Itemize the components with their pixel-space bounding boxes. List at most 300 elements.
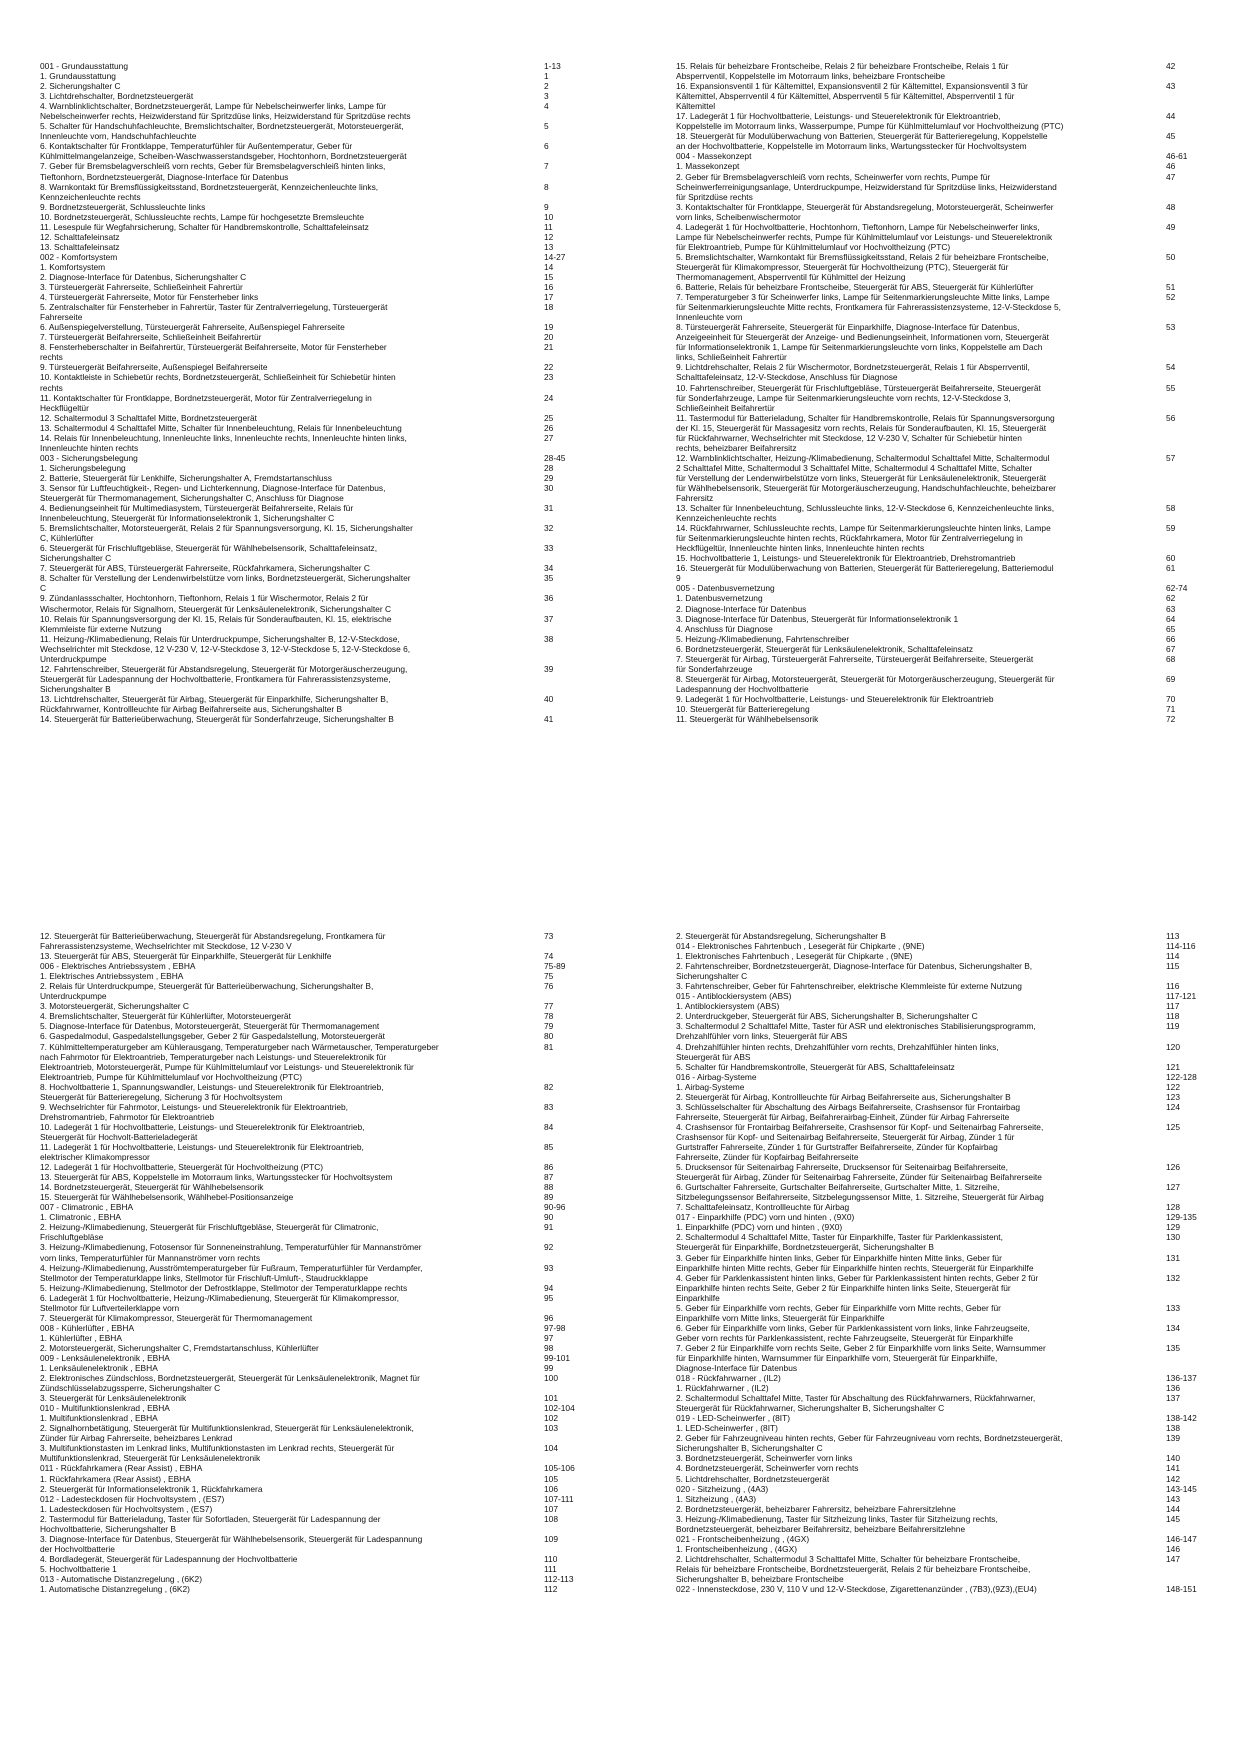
toc-entry[interactable] bbox=[676, 961, 1216, 981]
toc-entry[interactable] bbox=[676, 1222, 1216, 1232]
toc-entry-page: 144 bbox=[1166, 1503, 1180, 1514]
toc-entry-title: 6. Gaspedalmodul, Gaspedalstellungsgeber, Geber 2 für Gaspedalstellung, Motorsteuergerät bbox=[40, 1031, 385, 1042]
toc-entry[interactable] bbox=[40, 101, 614, 121]
toc-entry[interactable] bbox=[676, 951, 1216, 961]
toc-entry[interactable] bbox=[40, 543, 614, 563]
toc-entry-page: 146 bbox=[1166, 1543, 1180, 1554]
toc-entry[interactable] bbox=[676, 1303, 1216, 1323]
toc-entry[interactable] bbox=[676, 453, 1216, 503]
toc-entry-page: 33 bbox=[544, 543, 554, 554]
toc-entry-page: 61 bbox=[1166, 563, 1176, 574]
toc-entry[interactable] bbox=[676, 553, 1216, 563]
toc-entry-page: 71 bbox=[1166, 704, 1176, 714]
toc-entry-page: 2 bbox=[544, 81, 549, 92]
toc-entry-page: 7 bbox=[544, 161, 549, 172]
toc-entry-title: 5. Diagnose-Interface für Datenbus, Motorsteuergerät, Steuergerät für Thermomanagement bbox=[40, 1021, 380, 1032]
toc-entry[interactable] bbox=[676, 1554, 1216, 1584]
toc-entry-title: 7. Kühlmitteltemperaturgeber am Kühlerausgang, Temperaturgeber nach Wärmetauscher, Temperaturgeber nach Fahrmotor für Elektroantrieb, Temperaturgeber nach Leistungs- und Steuerelektronik für Elektroantrieb, Motorsteuergerät, Pumpe für Kühlmittelumlauf vor Leistungs- und Steuerelektronik für Elektroantrieb, Pumpe für Kühlmittelumlauf vor Hochvoltheizung (PTC) bbox=[40, 1041, 439, 1082]
toc-entry-page: 68 bbox=[1166, 653, 1176, 664]
toc-entry[interactable] bbox=[40, 1403, 614, 1413]
toc-entry-title: 8. Warnkontakt für Bremsflüssigkeitsstand, Bordnetzsteuergerät, Kennzeichenleuchte links, Kennzeichenleuchte rechts bbox=[40, 181, 379, 202]
toc-entry-page: 50 bbox=[1166, 251, 1176, 262]
toc-entry-page: 76 bbox=[544, 981, 554, 992]
toc-entry-title: 2. Motorsteuergerät, Sicherungshalter C, Fremdstartanschluss, Kühlerlüfter bbox=[40, 1342, 319, 1353]
toc-entry[interactable] bbox=[40, 252, 614, 262]
toc-entry[interactable] bbox=[40, 332, 614, 342]
toc-entry[interactable] bbox=[40, 272, 614, 282]
toc-entry[interactable] bbox=[676, 583, 1216, 593]
toc-entry-title: 3. Kontaktschalter für Frontklappe, Steuergerät für Abstandsregelung, Motorsteuergerät, Scheinwerfer vorn links, Scheibenwischermotor bbox=[676, 201, 1054, 222]
toc-entry-title: 2. Relais für Unterdruckpumpe, Steuergerät für Batterieüberwachung, Sicherungshalter B, Unterdruckpumpe bbox=[40, 981, 374, 1002]
toc-entry-title: 6. Geber für Einparkhilfe vorn links, Geber für Parklenkassistent vorn links, linke Fahrzeugseite, Geber vorn rechts für Parklenkassistent, rechte Fahrzeugseite, Steuergerät für Einparkhilfe bbox=[676, 1322, 1030, 1343]
toc-entry-page: 130 bbox=[1166, 1232, 1180, 1243]
toc-entry[interactable] bbox=[40, 1172, 614, 1182]
toc-entry-page: 114 bbox=[1166, 951, 1180, 962]
toc-entry[interactable] bbox=[40, 91, 614, 101]
toc-entry[interactable] bbox=[676, 1212, 1216, 1222]
toc-entry[interactable] bbox=[40, 634, 614, 664]
toc-entry-page: 82 bbox=[544, 1081, 554, 1092]
toc-entry-title: 8. Türsteuergerät Fahrerseite, Steuergerät für Einparkhilfe, Diagnose-Interface für Datenbus, Anzeigeeinheit für Steuergerät der Anzeige- und Bedienungseinheit, Informationen vorn, Steuergerät für Informationselektronik 1, Lampe für Seitenmarkierungsleuchte vorn links, Koppelstelle am Dach links, Schließeinheit Fahrertür bbox=[676, 322, 1049, 363]
toc-entry[interactable] bbox=[676, 1042, 1216, 1062]
toc-entry[interactable] bbox=[40, 212, 614, 222]
toc-entry[interactable] bbox=[40, 1192, 614, 1202]
toc-entry-title: 1. Automatische Distanzregelung , (6K2) bbox=[40, 1584, 190, 1595]
toc-entry[interactable] bbox=[40, 573, 614, 593]
toc-entry-page: 147 bbox=[1166, 1553, 1180, 1564]
toc-entry[interactable] bbox=[40, 1363, 614, 1373]
toc-entry[interactable] bbox=[40, 931, 614, 951]
toc-entry[interactable] bbox=[40, 1021, 614, 1031]
toc-entry[interactable] bbox=[40, 463, 614, 473]
toc-entry-title: 9. Lichtdrehschalter, Relais 2 für Wischermotor, Bordnetzsteuergerät, Relais 1 für Absperrventil, Schalttafeleinsatz, 12-V-Steckdose, Anschluss für Diagnose bbox=[676, 362, 1030, 383]
toc-entry-page: 56 bbox=[1166, 412, 1176, 423]
toc-entry[interactable] bbox=[40, 362, 614, 372]
toc-entry[interactable] bbox=[676, 1343, 1216, 1373]
toc-entry[interactable] bbox=[40, 1474, 614, 1484]
toc-entry-title: 2. Fahrtenschreiber, Bordnetzsteuergerät, Diagnose-Interface für Datenbus, Sicherungshalter B, Sicherungshalter C bbox=[676, 961, 1033, 982]
toc-entry[interactable] bbox=[676, 131, 1216, 151]
toc-entry-title: 4. Warnblinklichtschalter, Bordnetzsteuergerät, Lampe für Nebelscheinwerfer links, Lampe für Nebelscheinwerfer rechts, Heizwiderstand für Spritzdüse links, Heizwiderstand für Spritzdüse rechts bbox=[40, 101, 411, 122]
toc-entry[interactable] bbox=[40, 971, 614, 981]
toc-entry[interactable] bbox=[676, 362, 1216, 382]
toc-entry-page: 48 bbox=[1166, 201, 1176, 212]
toc-entry[interactable] bbox=[676, 1383, 1216, 1393]
toc-entry[interactable] bbox=[676, 172, 1216, 202]
toc-entry[interactable] bbox=[676, 634, 1216, 644]
toc-entry-page: 14-27 bbox=[544, 251, 566, 262]
toc-entry[interactable] bbox=[40, 1423, 614, 1443]
toc-entry[interactable] bbox=[40, 1504, 614, 1514]
toc-entry[interactable] bbox=[676, 1484, 1216, 1494]
toc-entry-page: 13 bbox=[544, 241, 554, 252]
toc-entry-title: 5. Schalter für Handschuhfachleuchte, Bremslichtschalter, Bordnetzsteuergerät, Motorsteuergerät, Innenleuchte vorn, Handschuhfachleuchte bbox=[40, 121, 404, 142]
toc-entry[interactable] bbox=[40, 1373, 614, 1393]
toc-entry[interactable] bbox=[40, 1162, 614, 1172]
toc-entry-title: 11. Tastermodul für Batterieladung, Schalter für Handbremskontrolle, Relais für Spannungsversorgung der Kl. 15, Steuergerät für Massagesitz vorn rechts, Relais für Sonderaufbauten, Kl. 15, Steuergerät für Rückfahrwarner, Wechselrichter mit Steckdose, 12 V-230 V, Schalter für Schiebetür hinten rechts, beheizbarer Beifahrersitz bbox=[676, 412, 1055, 453]
toc-entry[interactable] bbox=[676, 523, 1216, 553]
toc-entry[interactable] bbox=[676, 644, 1216, 654]
toc-entry-page: 100 bbox=[544, 1373, 558, 1384]
toc-entry[interactable] bbox=[40, 1082, 614, 1102]
toc-entry-title: 3. Fahrtenschreiber, Geber für Fahrtenschreiber, elektrische Klemmleiste für externe Nutzung bbox=[676, 981, 1022, 992]
toc-entry-title: 3. Lichtdrehschalter, Bordnetzsteuergerät bbox=[40, 91, 194, 102]
toc-entry-page: 53 bbox=[1166, 322, 1176, 333]
toc-entry-page: 19 bbox=[544, 322, 554, 333]
toc-entry[interactable] bbox=[40, 503, 614, 523]
toc-entry[interactable] bbox=[40, 81, 614, 91]
toc-entry-page: 24 bbox=[544, 392, 554, 403]
toc-entry-page: 28-45 bbox=[544, 452, 566, 463]
toc-entry-page: 34 bbox=[544, 563, 554, 574]
toc-entry[interactable] bbox=[676, 1072, 1216, 1082]
toc-entry-title: 2. Geber für Bremsbelagverschleiß vorn rechts, Scheinwerfer vorn rechts, Pumpe für Scheinwerferreinigungsanlage, Unterdruckpumpe, Heizwiderstand für Spritzdüse links, Heizwiderstand für Spritzdüse rechts bbox=[676, 171, 1057, 202]
toc-entry[interactable] bbox=[676, 1082, 1216, 1092]
toc-entry-title: 015 - Antiblockiersystem (ABS) bbox=[676, 991, 792, 1002]
toc-entry-title: 2. Bordnetzsteuergerät, beheizbarer Fahrersitz, beheizbare Fahrersitzlehne bbox=[676, 1503, 956, 1514]
toc-entry[interactable] bbox=[676, 1393, 1216, 1413]
toc-entry[interactable] bbox=[676, 1534, 1216, 1544]
toc-entry[interactable] bbox=[676, 593, 1216, 603]
toc-entry[interactable] bbox=[40, 523, 614, 543]
toc-entry-title: 10. Relais für Spannungsversorgung der Kl. 15, Relais für Sonderaufbauten, Kl. 15, elektrische Klemmleiste für externe Nutzung bbox=[40, 613, 392, 634]
toc-entry[interactable] bbox=[676, 292, 1216, 322]
toc-entry[interactable] bbox=[40, 1554, 614, 1564]
toc-entry-page: 126 bbox=[1166, 1162, 1180, 1173]
toc-entry[interactable] bbox=[40, 563, 614, 573]
toc-entry[interactable] bbox=[40, 322, 614, 332]
toc-entry[interactable] bbox=[676, 61, 1216, 81]
toc-entry[interactable] bbox=[40, 242, 614, 252]
toc-entry[interactable] bbox=[40, 1222, 614, 1242]
toc-entry-title: 10. Ladegerät 1 für Hochvoltbatterie, Leistungs- und Steuerelektronik für Elektroantrieb, Steuergerät für Hochvolt-Batterieladegerät bbox=[40, 1121, 365, 1142]
toc-entry[interactable] bbox=[40, 1534, 614, 1554]
toc-entry[interactable] bbox=[40, 614, 614, 634]
toc-entry-title: 1. Rückfahrkamera (Rear Assist) , EBHA bbox=[40, 1473, 191, 1484]
toc-entry[interactable] bbox=[40, 71, 614, 81]
toc-entry-title: 1. Frontscheibenheizung , (4GX) bbox=[676, 1543, 798, 1554]
toc-entry-page: 62 bbox=[1166, 593, 1176, 604]
toc-entry[interactable] bbox=[40, 961, 614, 971]
toc-entry[interactable] bbox=[676, 674, 1216, 694]
toc-entry[interactable] bbox=[676, 931, 1216, 941]
toc-entry[interactable] bbox=[40, 222, 614, 232]
toc-entry[interactable] bbox=[40, 342, 614, 362]
toc-entry-page: 35 bbox=[544, 573, 554, 584]
toc-entry[interactable] bbox=[40, 981, 614, 1001]
toc-entry[interactable] bbox=[676, 503, 1216, 523]
toc-entry-title: 5. Drucksensor für Seitenairbag Fahrerseite, Drucksensor für Seitenairbag Beifahrerseite, Steuergerät für Airbag, Zünder für Seitenairbag Fahrerseite, Zünder für Seitenairbag Beifahrerseite bbox=[676, 1162, 1042, 1183]
toc-entry[interactable] bbox=[676, 1102, 1216, 1122]
toc-entry[interactable] bbox=[676, 111, 1216, 131]
toc-entry[interactable] bbox=[676, 1092, 1216, 1102]
toc-entry[interactable] bbox=[676, 202, 1216, 222]
toc-entry-page: 112-113 bbox=[544, 1574, 574, 1584]
toc-entry[interactable] bbox=[40, 951, 614, 961]
toc-entry[interactable] bbox=[40, 161, 614, 181]
toc-entry-page: 93 bbox=[544, 1262, 554, 1273]
toc-entry[interactable] bbox=[676, 1162, 1216, 1182]
toc-entry[interactable] bbox=[40, 262, 614, 272]
toc-entry-title: 3. Geber für Einparkhilfe hinten links, Geber für Einparkhilfe hinten Mitte links, Geber für Einparkhilfe hinten Mitte rechts, Geber für Einparkhilfe hinten rechts, Steuergerät für Einparkhilfe bbox=[676, 1252, 1034, 1273]
toc-entry-page: 109 bbox=[544, 1533, 558, 1544]
toc-entry-page: 1 bbox=[544, 71, 549, 82]
toc-entry-title: 3. Multifunktionstasten im Lenkrad links, Multifunktionstasten im Lenkrad rechts, Steuergerät für Multifunktionslenkrad, Steuergerät für Lenksäulenelektronik bbox=[40, 1443, 395, 1464]
toc-entry[interactable] bbox=[40, 1042, 614, 1082]
toc-entry[interactable] bbox=[676, 1001, 1216, 1011]
toc-entry-page: 102-104 bbox=[544, 1403, 575, 1414]
toc-entry[interactable] bbox=[40, 714, 614, 724]
toc-entry-title: 2. Diagnose-Interface für Datenbus, Sicherungshalter C bbox=[40, 271, 247, 282]
toc-entry[interactable] bbox=[40, 473, 614, 483]
toc-entry[interactable] bbox=[40, 393, 614, 413]
toc-entry-page: 51 bbox=[1166, 282, 1176, 293]
toc-entry[interactable] bbox=[676, 151, 1216, 161]
toc-entry[interactable] bbox=[676, 1544, 1216, 1554]
toc-entry-title: 010 - Multifunktionslenkrad , EBHA bbox=[40, 1403, 170, 1414]
toc-entry[interactable] bbox=[40, 1011, 614, 1021]
toc-entry[interactable] bbox=[676, 614, 1216, 624]
toc-entry[interactable] bbox=[40, 1333, 614, 1343]
toc-entry[interactable] bbox=[676, 1253, 1216, 1273]
toc-entry-page: 138-142 bbox=[1166, 1413, 1197, 1424]
toc-entry-page: 74 bbox=[544, 951, 554, 962]
toc-entry[interactable] bbox=[40, 1323, 614, 1333]
toc-entry-page: 46 bbox=[1166, 161, 1176, 172]
toc-entry[interactable] bbox=[40, 1313, 614, 1323]
toc-entry[interactable] bbox=[676, 563, 1216, 583]
toc-entry-title: 014 - Elektronisches Fahrtenbuch , Lesegerät für Chipkarte , (9NE) bbox=[676, 941, 925, 952]
toc-entry[interactable] bbox=[676, 1433, 1216, 1453]
toc-entry[interactable] bbox=[40, 1293, 614, 1313]
toc-entry-title: 11. Steuergerät für Wählhebelsensorik bbox=[676, 714, 819, 725]
toc-entry-title: 10. Steuergerät für Batterieregelung bbox=[676, 704, 810, 714]
toc-entry[interactable] bbox=[676, 1504, 1216, 1514]
toc-entry[interactable] bbox=[40, 1463, 614, 1473]
toc-entry-page: 80 bbox=[544, 1031, 554, 1042]
toc-entry[interactable] bbox=[676, 413, 1216, 453]
toc-entry[interactable] bbox=[676, 604, 1216, 614]
toc-entry-title: 16. Expansionsventil 1 für Kältemittel, Expansionsventil 2 für Kältemittel, Expansionsventil 3 für Kältemittel, Absperrventil 4 für Kältemittel, Absperrventil 5 für Kältemittel, Absperrventil 1 für Kältemittel bbox=[676, 81, 1028, 112]
toc-entry-page: 72 bbox=[1166, 714, 1176, 725]
toc-entry-title: 2. Schaltermodul Schalttafel Mitte, Taster für Abschaltung des Rückfahrwarners, Rückfahrwarner, Steuergerät für Rückfahrwarner, Sicherungshalter B, Sicherungshalter C bbox=[676, 1393, 1036, 1414]
toc-entry[interactable] bbox=[40, 1212, 614, 1222]
toc-entry[interactable] bbox=[676, 654, 1216, 674]
toc-entry[interactable] bbox=[40, 141, 614, 161]
toc-entry-page: 83 bbox=[544, 1101, 554, 1112]
toc-entry[interactable] bbox=[40, 1494, 614, 1504]
toc-entry-title: 9. Wechselrichter für Fahrmotor, Leistungs- und Steuerelektronik für Elektroantrieb, Drehstromantrieb, Fahrmotor für Elektroantrieb bbox=[40, 1101, 349, 1122]
toc-entry-title: 022 - Innensteckdose, 230 V, 110 V und 12-V-Steckdose, Zigarettenanzünder , (7B3),(9Z3),(EU4) bbox=[676, 1584, 1037, 1595]
toc-entry-page: 129 bbox=[1166, 1222, 1180, 1233]
toc-entry-page: 84 bbox=[544, 1121, 554, 1132]
toc-entry-title: 5. Lichtdrehschalter, Bordnetzsteuergerät bbox=[676, 1473, 830, 1484]
toc-entry-page: 145 bbox=[1166, 1513, 1180, 1524]
toc-entry[interactable] bbox=[40, 121, 614, 141]
toc-entry[interactable] bbox=[676, 991, 1216, 1001]
toc-entry-page: 124 bbox=[1166, 1101, 1180, 1112]
toc-entry-page: 139 bbox=[1166, 1433, 1180, 1444]
toc-entry-title: 5. Heizung-/Klimabedienung, Fahrtenschreiber bbox=[676, 633, 850, 644]
toc-entry-page: 120 bbox=[1166, 1041, 1180, 1052]
toc-entry[interactable] bbox=[40, 372, 614, 392]
toc-entry-page: 136 bbox=[1166, 1383, 1180, 1394]
toc-entry-page: 103 bbox=[544, 1423, 558, 1434]
toc-entry[interactable] bbox=[40, 1122, 614, 1142]
toc-entry[interactable] bbox=[40, 182, 614, 202]
toc-entry-page: 44 bbox=[1166, 111, 1176, 122]
toc-entry[interactable] bbox=[40, 302, 614, 322]
toc-entry[interactable] bbox=[676, 161, 1216, 171]
toc-entry[interactable] bbox=[676, 222, 1216, 252]
toc-entry[interactable] bbox=[40, 1202, 614, 1212]
toc-entry-page: 79 bbox=[544, 1021, 554, 1032]
toc-entry[interactable] bbox=[676, 1463, 1216, 1473]
toc-entry-title: 021 - Frontscheibenheizung , (4GX) bbox=[676, 1533, 810, 1544]
toc-entry[interactable] bbox=[676, 624, 1216, 634]
toc-entry[interactable] bbox=[40, 694, 614, 714]
toc-entry-title: 14. Steuergerät für Batterieüberwachung, Steuergerät für Sonderfahrzeuge, Sicherungshalter B bbox=[40, 714, 394, 725]
toc-entry-page: 86 bbox=[544, 1162, 554, 1173]
toc-entry[interactable] bbox=[676, 1323, 1216, 1343]
toc-entry[interactable] bbox=[40, 664, 614, 694]
toc-entry-page: 30 bbox=[544, 482, 554, 493]
toc-entry[interactable] bbox=[40, 413, 614, 423]
toc-entry[interactable] bbox=[676, 1202, 1216, 1212]
toc-entry-page: 108 bbox=[544, 1513, 558, 1524]
toc-entry[interactable] bbox=[40, 433, 614, 453]
toc-column-top-right bbox=[676, 61, 1216, 724]
toc-entry-page: 1-13 bbox=[544, 61, 561, 71]
toc-entry[interactable] bbox=[40, 1393, 614, 1403]
toc-entry[interactable] bbox=[676, 941, 1216, 951]
toc-entry[interactable] bbox=[676, 1413, 1216, 1423]
toc-entry-page: 29 bbox=[544, 472, 554, 483]
toc-entry-title: 1. Lenksäulenelektronik , EBHA bbox=[40, 1363, 158, 1374]
toc-entry[interactable] bbox=[676, 282, 1216, 292]
toc-entry[interactable] bbox=[676, 1373, 1216, 1383]
toc-entry[interactable] bbox=[40, 1484, 614, 1494]
toc-entry-title: 9. Ladegerät 1 für Hochvoltbatterie, Leistungs- und Steuerelektronik für Elektroantrieb bbox=[676, 693, 994, 704]
toc-entry-page: 142 bbox=[1166, 1473, 1180, 1484]
toc-entry[interactable] bbox=[676, 714, 1216, 724]
toc-entry[interactable] bbox=[676, 1182, 1216, 1202]
toc-entry-page: 106 bbox=[544, 1483, 558, 1494]
toc-entry[interactable] bbox=[40, 1443, 614, 1463]
toc-entry[interactable] bbox=[676, 1232, 1216, 1252]
toc-entry[interactable] bbox=[40, 292, 614, 302]
toc-entry-title: 1. Climatronic , EBHA bbox=[40, 1212, 121, 1223]
toc-entry-page: 25 bbox=[544, 412, 554, 423]
toc-entry[interactable] bbox=[40, 423, 614, 433]
toc-entry[interactable] bbox=[40, 1343, 614, 1353]
toc-entry-title: 002 - Komfortsystem bbox=[40, 251, 118, 262]
toc-entry-title: 3. Bordnetzsteuergerät, Scheinwerfer vorn links bbox=[676, 1453, 853, 1464]
toc-entry[interactable] bbox=[676, 1423, 1216, 1433]
toc-entry[interactable] bbox=[40, 1102, 614, 1122]
toc-entry[interactable] bbox=[676, 1011, 1216, 1021]
toc-entry[interactable] bbox=[40, 1514, 614, 1534]
toc-entry-title: 7. Steuergerät für Klimakompressor, Steuergerät für Thermomanagement bbox=[40, 1312, 313, 1323]
toc-entry-page: 118 bbox=[1166, 1011, 1180, 1022]
toc-entry[interactable] bbox=[40, 1413, 614, 1423]
toc-entry[interactable] bbox=[676, 1021, 1216, 1041]
toc-entry-title: 2. Lichtdrehschalter, Schaltermodul 3 Schalttafel Mitte, Schalter für beheizbare Frontscheibe, Relais für beheizbare Frontscheibe, Bordnetzsteuergerät, Relais 2 für beheizbare Frontscheibe, Sicherungshalter B, beheizbare Frontscheibe bbox=[676, 1553, 1031, 1584]
toc-entry[interactable] bbox=[40, 232, 614, 242]
toc-entry[interactable] bbox=[676, 322, 1216, 362]
toc-entry[interactable] bbox=[676, 694, 1216, 704]
toc-entry-title: 12. Schaltermodul 3 Schalttafel Mitte, Bordnetzsteuergerät bbox=[40, 412, 257, 423]
toc-entry-page: 49 bbox=[1166, 221, 1176, 232]
toc-entry[interactable] bbox=[40, 1031, 614, 1041]
toc-entry[interactable] bbox=[676, 1494, 1216, 1504]
toc-entry[interactable] bbox=[40, 1283, 614, 1293]
page-top-left bbox=[0, 0, 620, 825]
toc-entry-title: 7. Geber 2 für Einparkhilfe vorn rechts Seite, Geber 2 für Einparkhilfe vorn links Seite, Warnsummer für Einparkhilfe hinten, Warnsummer für Einparkhilfe vorn, Steuergerät für Einparkhilfe, Diagnose-Interface für Datenbus bbox=[676, 1342, 1046, 1374]
toc-entry-page: 143 bbox=[1166, 1493, 1180, 1504]
toc-entry[interactable] bbox=[676, 252, 1216, 282]
toc-entry-page: 116 bbox=[1166, 981, 1180, 992]
toc-entry[interactable] bbox=[40, 61, 614, 71]
toc-entry[interactable] bbox=[676, 81, 1216, 111]
toc-entry[interactable] bbox=[676, 383, 1216, 413]
toc-entry[interactable] bbox=[40, 1242, 614, 1262]
toc-entry[interactable] bbox=[676, 1514, 1216, 1534]
toc-entry[interactable] bbox=[676, 981, 1216, 991]
toc-entry-title: 7. Türsteuergerät Beifahrerseite, Schließeinheit Beifahrertür bbox=[40, 332, 262, 343]
toc-entry-title: 12. Fahrtenschreiber, Steuergerät für Abstandsregelung, Steuergerät für Motorgeräuscherzeugung, Steuergerät für Ladespannung der Hochvoltbatterie, Frontkamera für Fahrerassistenzsysteme, Sicherungshalter B bbox=[40, 663, 408, 694]
toc-entry[interactable] bbox=[40, 1584, 614, 1594]
toc-entry[interactable] bbox=[40, 453, 614, 463]
toc-entry[interactable] bbox=[676, 704, 1216, 714]
toc-entry-title: 5. Schalter für Handbremskontrolle, Steuergerät für ABS, Schalttafeleinsatz bbox=[676, 1061, 955, 1072]
toc-entry-title: 011 - Rückfahrkamera (Rear Assist) , EBHA bbox=[40, 1463, 203, 1474]
toc-entry[interactable] bbox=[40, 202, 614, 212]
toc-entry[interactable] bbox=[40, 1564, 614, 1574]
page-top-right bbox=[620, 0, 1239, 825]
toc-entry-title: 5. Geber für Einparkhilfe vorn rechts, Geber für Einparkhilfe vorn Mitte rechts, Geber für Einparkhilfe vorn Mitte links, Steuergerät für Einparkhilfe bbox=[676, 1302, 1001, 1323]
toc-entry[interactable] bbox=[40, 1182, 614, 1192]
toc-entry[interactable] bbox=[676, 1122, 1216, 1162]
toc-entry[interactable] bbox=[40, 593, 614, 613]
toc-entry-title: 1. Elektronisches Fahrtenbuch , Lesegerät für Chipkarte , (9NE) bbox=[676, 951, 913, 962]
toc-entry-title: 7. Geber für Bremsbelagverschleiß vorn rechts, Geber für Bremsbelagverschleiß hinten links, Tieftonhorn, Bordnetzsteuergerät, Diagnose-Interface für Datenbus bbox=[40, 161, 386, 182]
toc-entry[interactable] bbox=[40, 483, 614, 503]
toc-entry[interactable] bbox=[40, 1142, 614, 1162]
toc-entry[interactable] bbox=[676, 1062, 1216, 1072]
toc-entry-title: 1. Antiblockiersystem (ABS) bbox=[676, 1001, 780, 1012]
toc-entry-title: 4. Bordladegerät, Steuergerät für Ladespannung der Hochvoltbatterie bbox=[40, 1553, 298, 1564]
toc-entry[interactable] bbox=[676, 1273, 1216, 1303]
toc-entry-title: 10. Kontaktleiste in Schiebetür rechts, Bordnetzsteuergerät, Schließeinheit für Schiebetür hinten rechts bbox=[40, 372, 396, 393]
toc-entry[interactable] bbox=[40, 1263, 614, 1283]
toc-entry-page: 17 bbox=[544, 292, 554, 303]
toc-entry-title: 1. Rückfahrwarner , (IL2) bbox=[676, 1383, 769, 1394]
toc-entry[interactable] bbox=[40, 1001, 614, 1011]
toc-entry[interactable] bbox=[40, 282, 614, 292]
toc-entry[interactable] bbox=[676, 1474, 1216, 1484]
toc-entry-page: 97-98 bbox=[544, 1322, 566, 1333]
toc-entry[interactable] bbox=[676, 1453, 1216, 1463]
toc-entry-title: 007 - Climatronic , EBHA bbox=[40, 1202, 134, 1213]
toc-entry[interactable] bbox=[40, 1574, 614, 1584]
toc-entry[interactable] bbox=[676, 1584, 1216, 1594]
toc-entry-page: 81 bbox=[544, 1041, 554, 1052]
toc-entry-title: 12. Ladegerät 1 für Hochvoltbatterie, Steuergerät für Hochvoltheizung (PTC) bbox=[40, 1162, 324, 1173]
toc-entry[interactable] bbox=[40, 1353, 614, 1363]
toc-entry-page: 127 bbox=[1166, 1182, 1180, 1193]
toc-entry-title: 14. Bordnetzsteuergerät, Steuergerät für Wählhebelsensorik bbox=[40, 1182, 264, 1193]
